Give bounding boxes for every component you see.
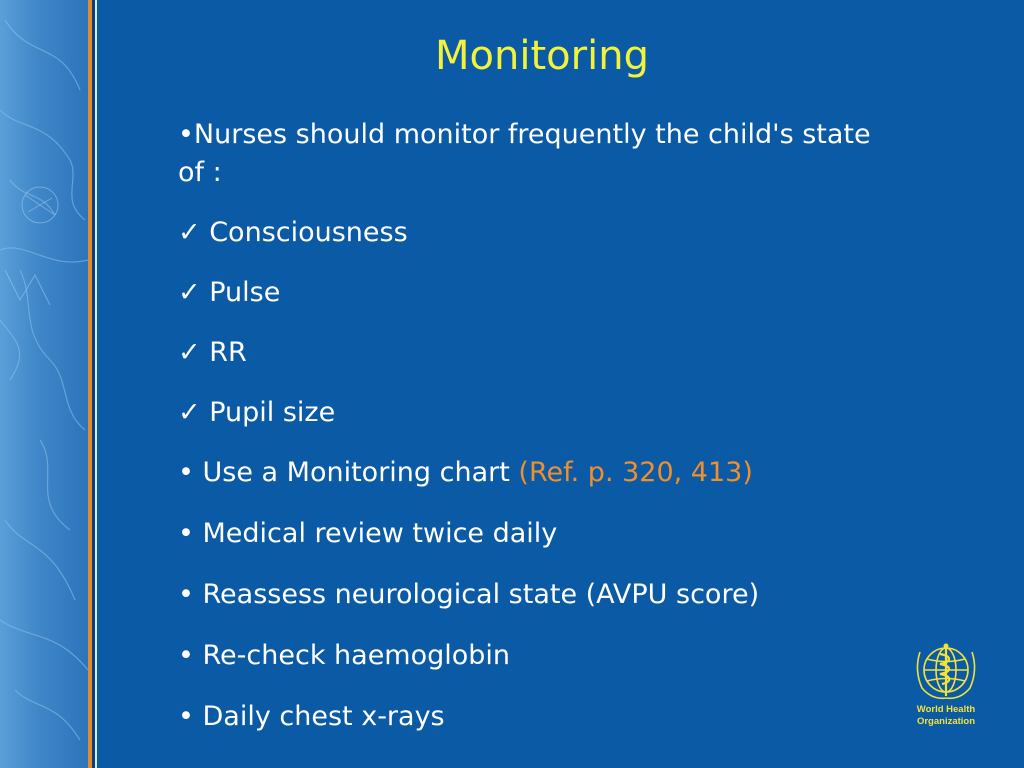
slide-body — [178, 116, 878, 759]
page-reference: (Ref. p. 320, 413) — [518, 457, 753, 488]
light-divider-stripe — [95, 0, 97, 768]
intro-text: •Nurses should monitor frequently the child's state of : — [178, 119, 871, 188]
decorative-side-panel — [0, 0, 88, 768]
bullet-chest-xrays: • Daily chest x-rays — [178, 701, 445, 732]
decorative-sketch-icon — [0, 0, 88, 768]
check-item-pupil-size: ✓ Pupil size — [178, 397, 336, 428]
check-item-pulse: ✓ Pulse — [178, 277, 281, 308]
bullet-recheck-haemoglobin: • Re-check haemoglobin — [178, 640, 511, 671]
check-item-consciousness: ✓ Consciousness — [178, 217, 408, 248]
bullet-text: • Use a Monitoring chart — [178, 457, 519, 488]
slide-title: Monitoring — [435, 33, 649, 79]
who-logo — [908, 640, 984, 740]
who-logo-text — [908, 704, 984, 728]
who-logo-line2: Organization — [916, 716, 976, 727]
who-emblem-icon — [908, 640, 984, 702]
bullet-monitoring-chart — [178, 454, 878, 492]
who-logo-line1: World Health — [916, 704, 976, 715]
bullet-medical-review: • Medical review twice daily — [178, 518, 558, 549]
check-item-rr: ✓ RR — [178, 337, 247, 368]
bullet-reassess-neurological: • Reassess neurological state (AVPU score) — [178, 579, 760, 610]
